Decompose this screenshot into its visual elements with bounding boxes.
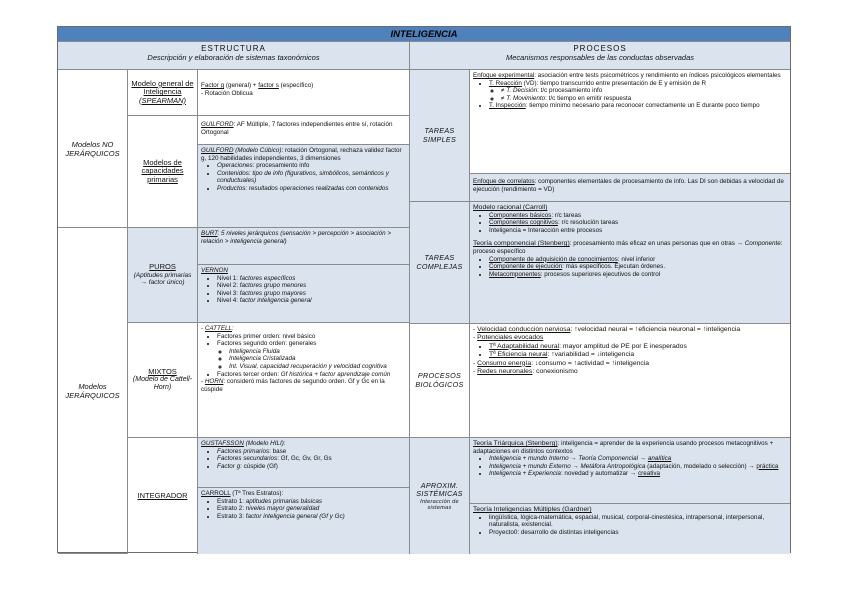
vernon-item: • Nivel 2: factores grupo menores	[217, 282, 406, 290]
procesos-header	[410, 42, 790, 70]
movimiento-label: ≠ T. Movimiento	[501, 94, 546, 102]
carroll-item: • Estrato 2: niveles mayor generalidad	[217, 505, 406, 513]
potenciales-title: Potenciales evocados	[477, 334, 544, 342]
guilford-cubico	[198, 145, 410, 228]
vernon-name: VERNON	[201, 267, 228, 274]
cattell-subitem: Int. Visual, capacidad recuperación y velocidad cognitiva	[229, 362, 387, 370]
carroll-racional-item: • Componentes cognitivos: r/c resolución tareas	[489, 219, 787, 227]
guilford-name: GUILFORD	[201, 121, 234, 128]
spearman-author: (SPEARMAN)	[138, 95, 187, 105]
enfoque-correlatos-title: Enfoque de correlatos	[473, 178, 535, 185]
cattell-order-3: • Factores tercer orden: Gf histórica + factor aprendizaje común	[217, 371, 406, 379]
integrador-name: INTEGRADOR	[137, 490, 188, 500]
guilford-text: : AF Múltiple, 7 factores independientes entre sí, rotación Ortogonal	[201, 121, 393, 136]
redes-title: Redes neuronales	[477, 368, 533, 376]
intelligence-table	[57, 26, 791, 553]
guilford-af	[198, 116, 410, 145]
enfoque-experimental	[470, 70, 790, 174]
spearman-model-label	[128, 70, 198, 116]
triarquica-text: : inteligencia = aprender de la experiencia usando procesos metacognitivos + adaptaciones en distintos contextos	[473, 440, 774, 455]
burt-name: BURT	[201, 230, 218, 237]
cattell-horn-content: - CATTELL: • Factores primer orden: nivel básico • Factores segundo orden: generales ◦ Inteligencia Fluida ◦ Inteligencia Cristalizada ◦ Int. Visual, capacidad recuperación y velocidad cognitiva • Factores tercer orden: Gf histórica + factor aprendizaje común - HORN: consideró más factores de segundo orden. Gf y Gc en la cúspide	[198, 323, 410, 438]
gustafsson-paren: (Modelo HILI)	[243, 440, 284, 447]
mixtos-label	[128, 323, 198, 438]
spearman-model-name: Modelo general de Inteligencia	[131, 78, 194, 97]
potenciales-item: • Tª Eficiencia neural: ↑variabilidad = ↓inteligencia	[489, 351, 787, 359]
stenberg-item: • Componente de ejecución: más específicos. Ejecutan órdenes.	[489, 263, 787, 271]
capacidades-name: Modelos de capacidades primarias	[141, 157, 184, 184]
table-title: INTELIGENCIA	[58, 27, 790, 42]
procesos-title: PROCESOS	[573, 44, 627, 53]
triarquica-title: Teoría Triárquica (Stenberg)	[473, 440, 558, 447]
gustafsson-name: GUSTAFSSON	[201, 440, 244, 447]
spearman-text-2: (específico)	[278, 82, 314, 89]
gustafsson-item: • Factores secundarios: Gf, Gc, Gv, Gr, Gs	[217, 455, 406, 463]
triarquica-content	[470, 438, 790, 504]
redes-text: : conexionismo	[532, 368, 578, 376]
procesos-desc: Mecanismos responsables de las conductas observadas	[505, 53, 695, 62]
velocidad-text: : ↑velocidad neural = ↑eficiencia neuronal = ↑inteligencia	[570, 326, 741, 333]
stenberg-componente: Componente	[744, 240, 781, 248]
sistemicas-sublabel: Interacción de sistemas	[420, 498, 459, 511]
tareas-simples-label: TAREAS SIMPLES	[410, 70, 470, 202]
consumo-title: Consumo energía	[477, 359, 532, 367]
sistemicas-label: APROXIM. SISTÉMICAS Interacción de sistemas	[410, 438, 470, 554]
gardner-item: • Proyecto0: desarrollo de distintas inteligencias	[489, 529, 787, 537]
carroll-paren: (Tª Tres Estratos)	[230, 490, 282, 497]
estructura-header	[58, 42, 410, 70]
enfoque-correlatos-text: : componentes elementales de procesamiento de info. Las DI son debidas a velocidad de ejecución (rendimiento = VD)	[473, 178, 784, 193]
puros-label	[128, 228, 198, 323]
carroll-racional-item: • Inteligencia = Interacción entre procesos	[489, 227, 787, 235]
carroll-item: • Estrato 1: aptitudes primarias básicas	[217, 498, 406, 506]
biologicos-content: - Velocidad conducción nerviosa: ↑velocidad neural = ↑eficiencia neuronal = ↑inteligencia - Potenciales evocados • Tª Adaptabilidad neural: mayor amplitud de PE por E inesperados • Tª Eficiencia neural: ↑variabilidad = ↓inteligencia - Consumo energía: ↓consumo = ↑actividad = ↑inteligencia - Redes neuronales: conexionismo	[470, 324, 790, 438]
consumo-text: : ↓consumo = ↑actividad = ↑inteligencia	[531, 359, 650, 367]
vernon-item: • Nivel 3: factores grupo mayores	[217, 290, 406, 298]
puros-desc: (Aptitudes primarias → factor único)	[133, 271, 192, 287]
vernon-item: • Nivel 4: factor inteligencia general	[217, 297, 406, 305]
puros-name: PUROS	[149, 262, 176, 272]
spearman-text-1: (general) +	[224, 82, 259, 89]
guilford-cubico-text: : rotación Ortogonal, rechaza validez factor g, 120 habilidades independientes, 3 dimensiones	[201, 147, 402, 162]
horn-text: : consideró más factores de segundo orden. Gf y Gc en la cúspide	[201, 378, 385, 393]
velocidad-title: Velocidad conducción nerviosa	[477, 326, 571, 333]
jerarquicos-label: Modelos JERÁRQUICOS	[58, 228, 128, 554]
enfoque-correlatos	[470, 174, 790, 202]
gardner-content	[470, 504, 790, 554]
inspeccion-item: • T. Inspección: tiempo mínimo necesario para reconocer correctamente un E durante poco tiempo	[489, 102, 787, 110]
decision-label: ≠ T. Decisión	[501, 87, 538, 95]
estructura-title: ESTRUCTURA	[201, 44, 266, 53]
biologicos-label: PROCESOS BIOLÓGICOS	[410, 324, 470, 438]
guilford-item: • Operaciones: procesamiento info	[217, 162, 406, 170]
horn-name: HORN	[204, 378, 224, 386]
carroll-item: • Estrato 3: factor inteligencia general (Gf y Gc)	[217, 513, 406, 521]
tareas-complejas-content	[470, 202, 790, 324]
triarquica-item: • Inteligencia + Experiencia: novedad y automatizar → creativa	[489, 470, 787, 478]
enfoque-experimental-text: : asociación entre tests psicométricos y rendimiento en índices psicológicos elementales	[534, 72, 781, 79]
enfoque-experimental-title: Enfoque experimental	[473, 72, 535, 79]
cattell-subitem: Inteligencia Cristalizada	[229, 355, 296, 363]
mixtos-desc: (Modelo de Cattell-Horn)	[132, 376, 193, 392]
capacidades-label	[128, 116, 198, 228]
gustafsson-item: • Factor g: cúspide (Gf)	[217, 463, 406, 471]
gardner-title: Teoría Inteligencias Múltiples (Gardner)	[473, 506, 592, 513]
gustafsson-content: GUSTAFSSON (Modelo HILI): • Factores primarios: base • Factores secundarios: Gf, Gc, Gv, Gr, Gs • Factor g: cúspide (Gf)	[198, 438, 410, 488]
stenberg-item: • Componente de adquisición de conocimientos: nivel inferior	[489, 256, 787, 264]
no-jerarquicos-label: Modelos NO JERÁRQUICOS	[58, 70, 128, 228]
stenberg-text: : procesamiento más eficaz en unas personas que en otras →	[569, 240, 745, 248]
cattell-order-2: • Factores segundo orden: generales ◦ Inteligencia Fluida ◦ Inteligencia Cristalizada ◦ Int. Visual, capacidad recuperación y velocidad cognitiva	[217, 340, 406, 370]
cattell-order-1: • Factores primer orden: nivel básico	[217, 333, 406, 341]
gustafsson-item: • Factores primarios: base	[217, 448, 406, 456]
stenberg-item: • Metacomponentes: procesos superiores ejecutivos de control	[489, 271, 787, 279]
guilford-cubico-name: GUILFORD	[201, 147, 234, 154]
guilford-item: • Productos: resultados operaciones realizadas con contenidos	[217, 185, 406, 193]
reaccion-item: • T. Reacción (VD): tiempo transcurrido entre presentación de E y emisión de R ◦ ≠ T. Decisión: t/c procesamiento info ◦ ≠ T. Movimiento: t/c tiempo en emitir respuesta	[489, 80, 787, 103]
triarquica-item: • Inteligencia + mundo Interno → Teoría Componencial → analítica	[489, 455, 787, 463]
integrador-label	[128, 438, 198, 554]
mixtos-name: MIXTOS	[148, 366, 177, 376]
triarquica-item: • Inteligencia + mundo Externo → Metáfora Antropológica (adaptación, modelado o selección) → práctica	[489, 463, 787, 471]
cattell-subitem: Inteligencia Fluida	[229, 347, 280, 355]
stenberg-componencial-title: Teoría componencial (Stenberg)	[473, 240, 570, 248]
gardner-item: • lingüística, lógica-matemática, espacial, musical, corporal-cinestésica, intrapersonal, interpersonal, naturalista, existencial.	[489, 514, 787, 529]
carroll-name: CARROLL	[201, 490, 231, 497]
burt-content	[198, 228, 410, 265]
burt-text: : 5 niveles jerárquicos (sensación > percepción > asociación > relación > inteligencia general)	[201, 230, 392, 245]
stenberg-text-2: : proceso específico	[473, 240, 783, 255]
factor-g: Factor g	[201, 82, 225, 89]
tareas-complejas-label: TAREAS COMPLEJAS	[410, 202, 470, 324]
carroll-content: CARROLL (Tª Tres Estratos): • Estrato 1: aptitudes primarias básicas • Estrato 2: niveles mayor generalidad • Estrato 3: factor inteligencia general (Gf y Gc)	[198, 488, 410, 554]
estructura-desc: Descripción y elaboración de sistemas taxonómicos	[147, 53, 320, 62]
factor-s: factor s	[258, 82, 279, 89]
carroll-racional-item: • Componentes básicos: r/c tareas	[489, 212, 787, 220]
vernon-item: • Nivel 1: factores específicos	[217, 275, 406, 283]
spearman-content	[198, 70, 410, 116]
guilford-cubico-paren: (Modelo Cúbico)	[233, 147, 282, 154]
guilford-item: • Contenidos: tipo de info (figurativos, simbólicos, semánticos y conductuales)	[217, 170, 406, 185]
carroll-racional-title: Modelo racional (Carroll)	[473, 204, 548, 211]
spearman-rotation: - Rotación Oblicua	[201, 89, 253, 97]
cattell-name: CATTELL	[204, 325, 233, 332]
vernon-content	[198, 265, 410, 323]
potenciales-item: • Tª Adaptabilidad neural: mayor amplitud de PE por E inesperados	[489, 343, 787, 351]
